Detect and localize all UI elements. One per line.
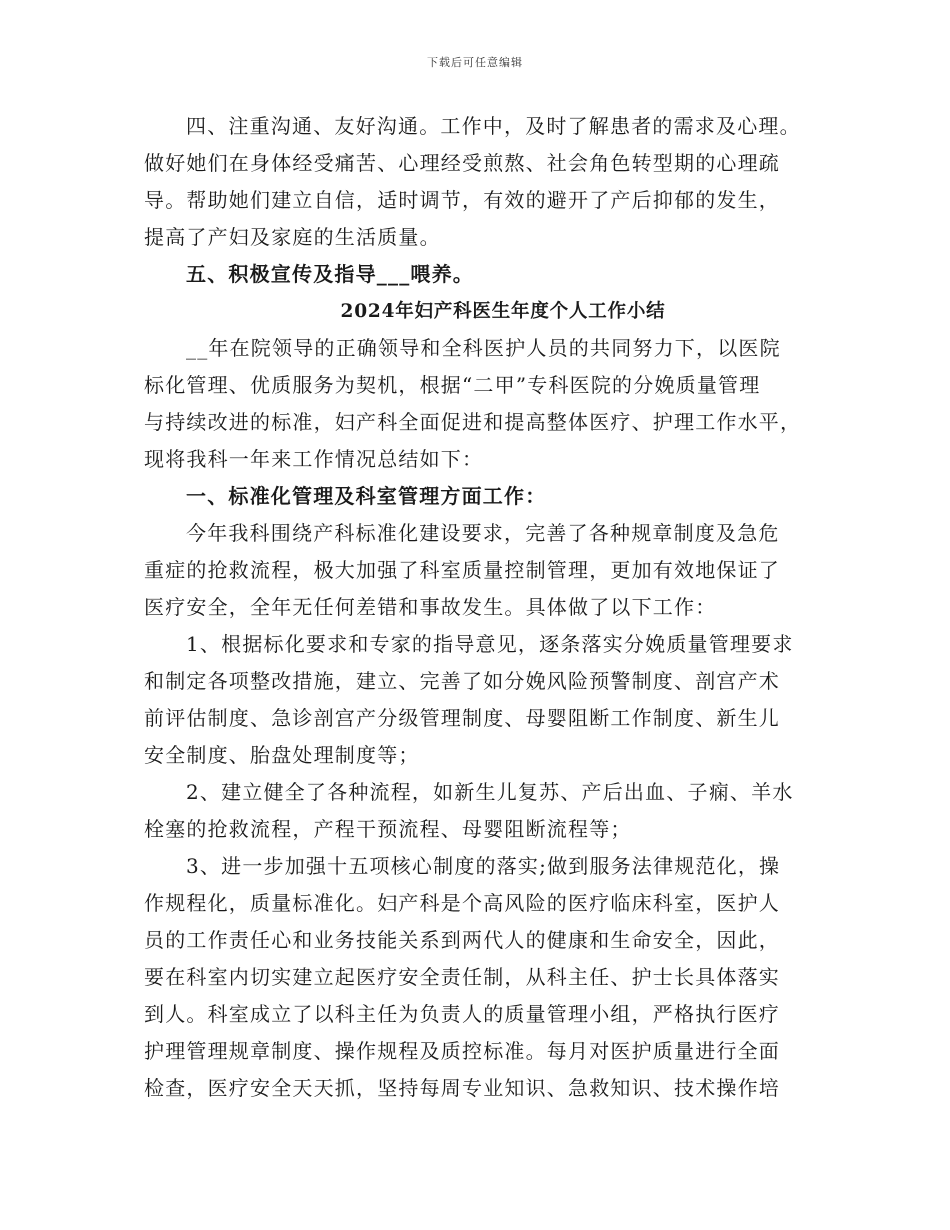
paragraph-line: 1、根据标化要求和专家的指导意见，逐条落实分娩质量管理要求 xyxy=(186,632,794,656)
paragraph-line: 做好她们在身体经受痛苦、心理经受煎熬、社会角色转型期的心理疏 xyxy=(144,151,780,175)
paragraph-line: 检查，医疗安全天天抓，坚持每周专业知识、急救知识、技术操作培 xyxy=(144,1076,780,1100)
paragraph-line: 导。帮助她们建立自信，适时调节，有效的避开了产后抑郁的发生， xyxy=(144,188,780,212)
document-body xyxy=(144,108,834,1107)
paragraph-line: 今年我科围绕产科标准化建设要求，完善了各种规章制度及急危 xyxy=(186,521,780,545)
paragraph-line: 安全制度、胎盘处理制度等； xyxy=(144,743,420,767)
paragraph-line: 与持续改进的标准，妇产科全面促进和提高整体医疗、护理工作水平， xyxy=(144,410,802,434)
page-header: 下载后可任意编辑 xyxy=(427,56,523,69)
section-heading: 一、标准化管理及科室管理方面工作： xyxy=(186,484,547,508)
paragraph-line: 重症的抢救流程，极大加强了科室质量控制管理，更加有效地保证了 xyxy=(144,558,780,582)
paragraph-line: 要在科室内切实建立起医疗安全责任制，从科主任、护士长具体落实 xyxy=(144,965,780,989)
paragraph-line: 栓塞的抢救流程，产程干预流程、母婴阻断流程等； xyxy=(144,817,632,841)
paragraph-line: 员的工作责任心和业务技能关系到两代人的健康和生命安全，因此， xyxy=(144,928,780,952)
paragraph-line: 现将我科一年来工作情况总结如下： xyxy=(144,447,484,471)
document-title: 2024年妇产科医生年度个人工作小结 xyxy=(340,301,666,322)
paragraph-line: 护理管理规章制度、操作规程及质控标准。每月对医护质量进行全面 xyxy=(144,1039,780,1063)
paragraph-line: 3、进一步加强十五项核心制度的落实;做到服务法律规范化，操 xyxy=(186,854,781,878)
section-heading: 五、积极宣传及指导___喂养。 xyxy=(186,262,474,286)
paragraph-line: 2、建立健全了各种流程，如新生儿复苏、产后出血、子痫、羊水 xyxy=(186,780,794,804)
paragraph-line: 作规程化，质量标准化。妇产科是个高风险的医疗临床科室，医护人 xyxy=(144,891,780,915)
paragraph-line: 提高了产妇及家庭的生活质量。 xyxy=(144,225,441,249)
paragraph-line: 标化管理、优质服务为契机，根据“二甲”专科医院的分娩质量管理 xyxy=(144,373,761,397)
paragraph-line: 四、注重沟通、友好沟通。工作中，及时了解患者的需求及心理。 xyxy=(186,114,801,138)
paragraph-line: 前评估制度、急诊剖宫产分级管理制度、母婴阻断工作制度、新生儿 xyxy=(144,706,780,730)
paragraph-line: 到人。科室成立了以科主任为负责人的质量管理小组，严格执行医疗 xyxy=(144,1002,780,1026)
paragraph-line: 和制定各项整改措施，建立、完善了如分娩风险预警制度、剖宫产术 xyxy=(144,669,780,693)
paragraph-line: 医疗安全，全年无任何差错和事故发生。具体做了以下工作： xyxy=(144,595,717,619)
paragraph-line: __年在院领导的正确领导和全科医护人员的共同努力下，以医院 xyxy=(186,336,781,360)
